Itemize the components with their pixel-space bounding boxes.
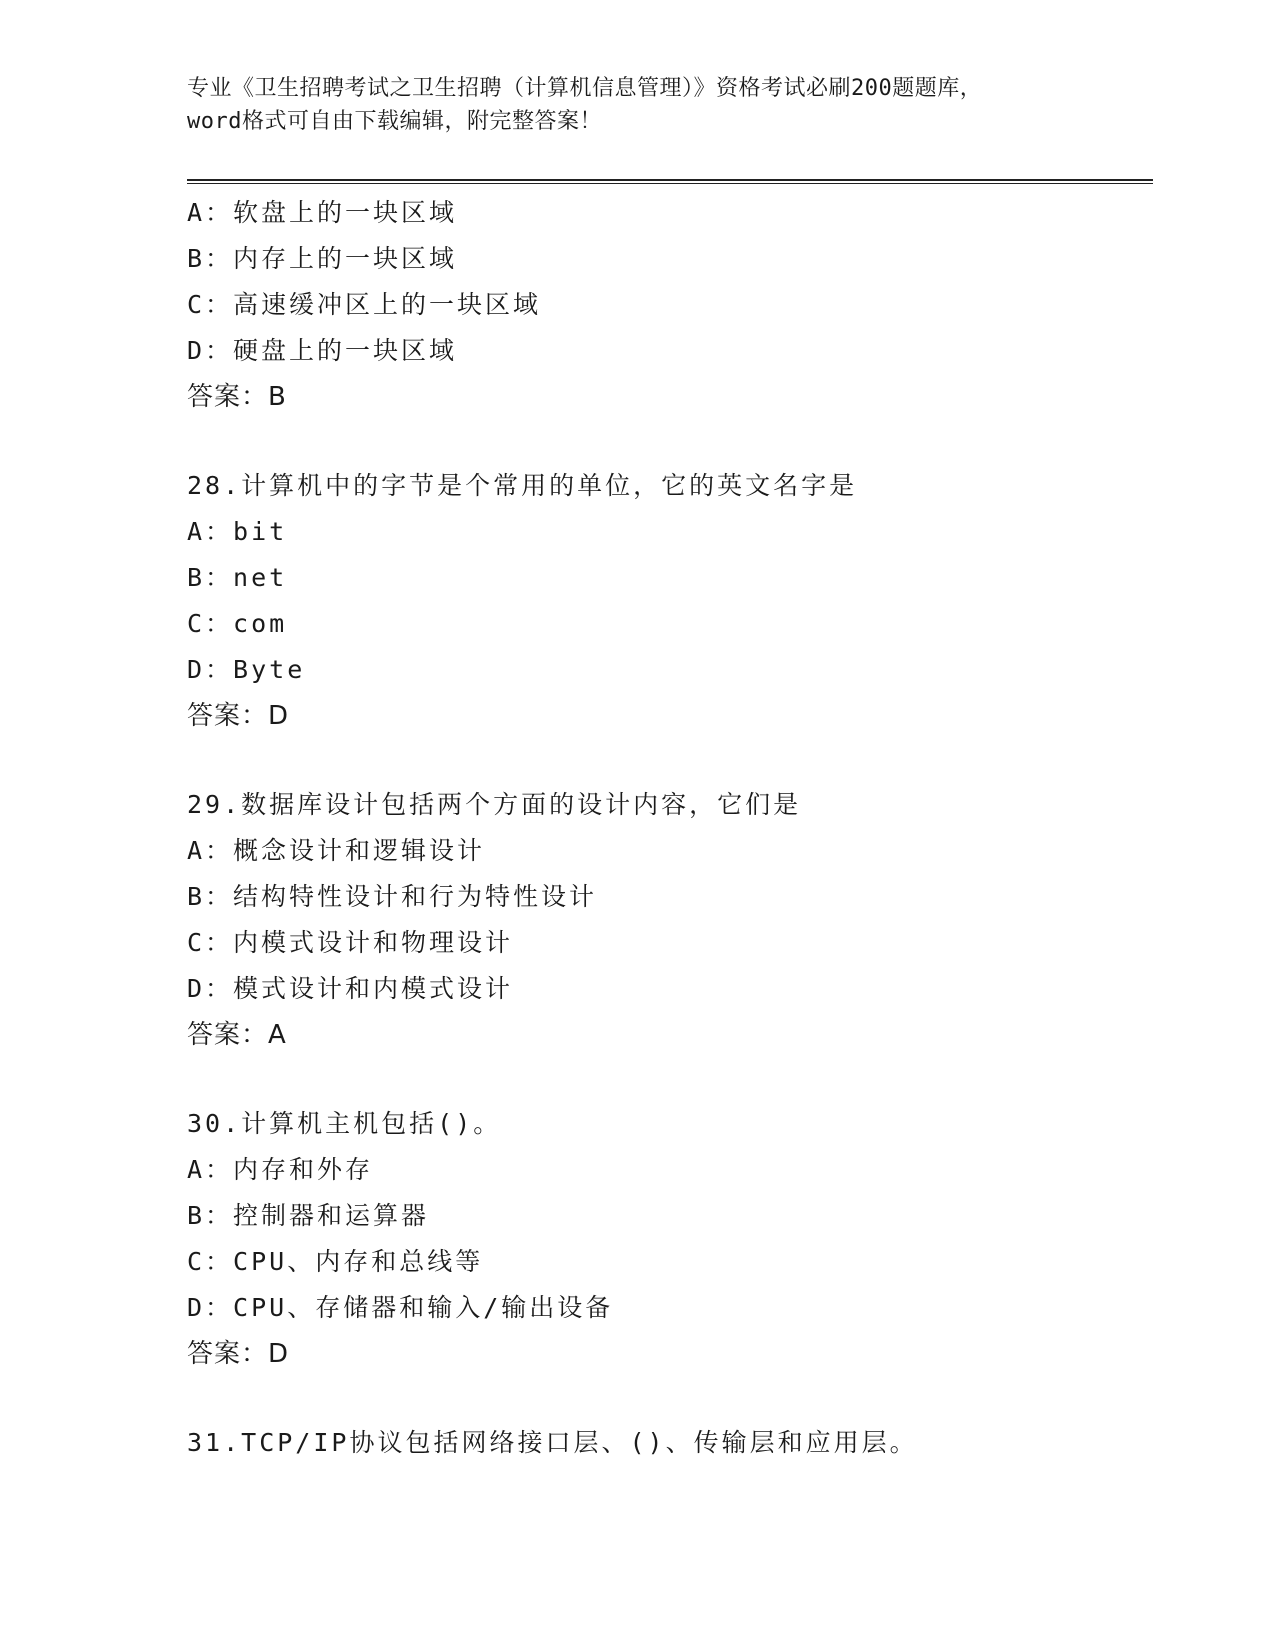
question-31: [187, 1420, 1147, 1466]
option-d: D：Byte: [187, 655, 306, 684]
answer: 答案：A: [187, 1020, 287, 1050]
option-b: B：结构特性设计和行为特性设计: [187, 882, 598, 911]
question-30: [187, 1101, 1147, 1377]
question-28: [187, 463, 1147, 739]
option-b: B：net: [187, 563, 288, 592]
option-a: A：bit: [187, 517, 288, 546]
question-text: 30.计算机主机包括()。: [187, 1109, 502, 1138]
header-divider-thin: [187, 183, 1153, 184]
option-c: C：CPU、内存和总线等: [187, 1247, 484, 1276]
header-line-1: 专业《卫生招聘考试之卫生招聘（计算机信息管理）》资格考试必刷200题题库，: [187, 76, 983, 101]
option-c: C：内模式设计和物理设计: [187, 928, 514, 957]
question-list: [187, 190, 1147, 1466]
answer: 答案：B: [187, 382, 287, 412]
option-a: A：概念设计和逻辑设计: [187, 836, 486, 865]
question-text: 31.TCP/IP协议包括网络接口层、()、传输层和应用层。: [187, 1428, 918, 1457]
answer: 答案：D: [187, 701, 290, 731]
question-text: 28.计算机中的字节是个常用的单位，它的英文名字是: [187, 471, 858, 500]
option-d: D：模式设计和内模式设计: [187, 974, 514, 1003]
spacer: [187, 1058, 1147, 1101]
spacer: [187, 420, 1147, 463]
question-29: [187, 782, 1147, 1058]
option-c: C：com: [187, 609, 288, 638]
option-c: C：高速缓冲区上的一块区域: [187, 290, 542, 319]
header-divider: [187, 179, 1153, 181]
header-line-2: word格式可自由下载编辑，附完整答案！: [187, 109, 602, 134]
spacer: [187, 1377, 1147, 1420]
option-b: B：内存上的一块区域: [187, 244, 458, 273]
option-d: D：CPU、存储器和输入/输出设备: [187, 1293, 614, 1322]
option-b: B：控制器和运算器: [187, 1201, 430, 1230]
option-d: D：硬盘上的一块区域: [187, 336, 458, 365]
question-27: [187, 190, 1147, 420]
option-a: A：内存和外存: [187, 1155, 374, 1184]
option-a: A：软盘上的一块区域: [187, 198, 458, 227]
document-header: [187, 72, 1087, 138]
question-text: 29.数据库设计包括两个方面的设计内容，它们是: [187, 790, 802, 819]
spacer: [187, 739, 1147, 782]
answer: 答案：D: [187, 1339, 290, 1369]
